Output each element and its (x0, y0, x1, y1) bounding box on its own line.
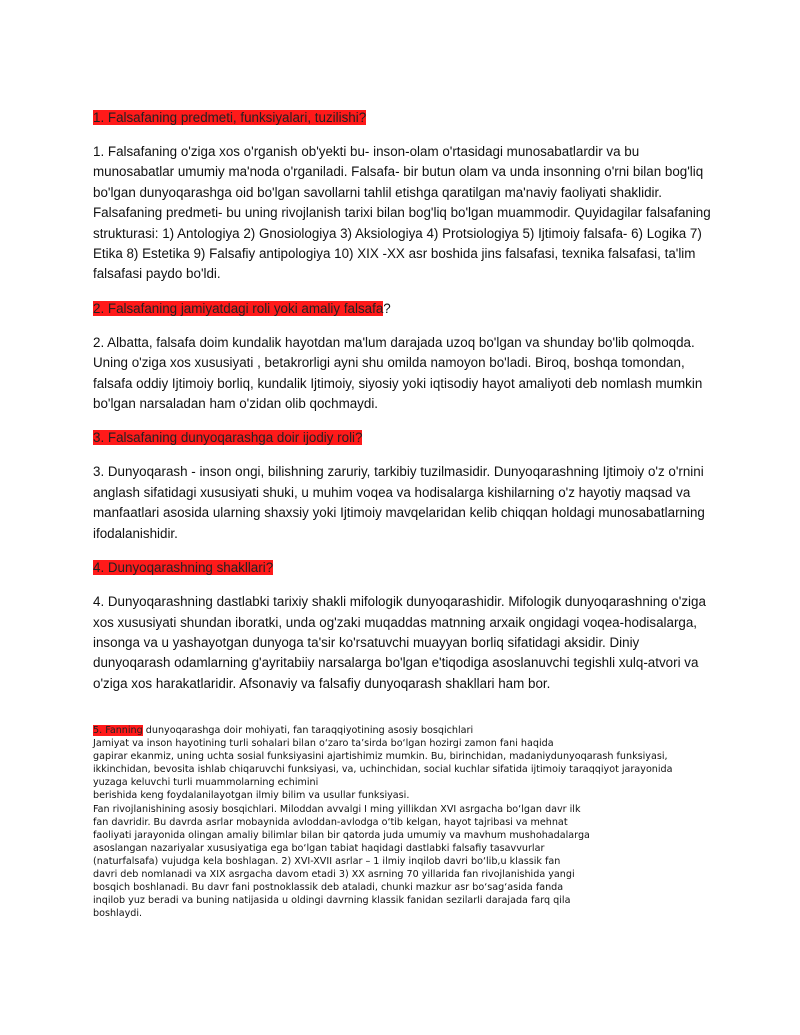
section-5-line: ikkinchidan, bevosita ishlab chiqaruvchi funksiyasi, va, uchinchidan, social kuchlar sifatida ijtimoiy taraqqiyot jarayonida (93, 764, 673, 776)
question-2-highlight: 2. Falsafaning jamiyatdagi roli yoki amaliy falsafa (93, 300, 384, 316)
document-body (93, 108, 713, 708)
section-5-line: Jamiyat va inson hayotining turli sohalari bilan o‘zaro ta’sirda bo‘lgan hozirgi zamon fani haqida (93, 738, 554, 750)
section-5-line: inqilob yuz beradi va buning natijasida u oldingi davrning klassik fanidan sezilarli darajada farq qila (93, 895, 571, 907)
section-5-line: berishida keng foydalanilayotgan ilmiy bilim va usullar funksiyasi. (93, 790, 410, 802)
question-4 (93, 558, 713, 578)
section-5-line: asoslangan nazariyalar xususiyatiga ega bo‘lgan tabiat haqidagi dastlabki falsafiy tasavvurlar (93, 842, 545, 854)
section-5-heading (93, 724, 723, 737)
section-5-line: gapirar ekanmiz, uning uchta sosial funksiyasini ajartishimiz mumkin. Bu, birinchidan, madaniydunyoqarash funksiyasi, (93, 751, 668, 763)
question-4-highlight: 4. Dunyoqarashning shakllari? (93, 560, 274, 576)
question-3 (93, 428, 713, 448)
answer-2: 2. Albatta, falsafa doim kundalik hayotdan ma'lum darajada uzoq bo'lgan va shunday bo'lib qolmoqda. Uning o'ziga xos xususiyati , betakrorligi ayni shu omilda namoyon bo'ladi. Biroq, boshqa tomondan, falsafa oddiy Ijtimoiy borliq, kundalik Ijtimoiy, siyosiy yoki iqtisodiy hayot amaliyoti deb nomlash mumkin bo'lgan narsaladan ham o'zidan olib qochmaydi. (93, 334, 703, 412)
answer-4: 4. Dunyoqarashning dastlabki tarixiy shakli mifologik dunyoqarashidir. Mifologik dunyoqarashning o'ziga xos xususiyati shundan iboratki, unda og'zaki muqaddas matnning arxaik ongidagi voqea-hodisalarga, insonga va u yashayotgan dunyoga ta'sir ko'rsatuvchi muayyan borliq sifatidagi aksidir. Diniy dunyoqarash odamlarning g'ayritabiiy narsalarga bo'lgan e'tiqodiga asoslanuvchi tegishli xulq-atvori va o'ziga xos harakatlaridir. Afsonaviy va falsafiy dunyoqarash shakllari ham bor. (93, 594, 706, 691)
question-2 (93, 299, 713, 319)
question-1 (93, 108, 713, 128)
section-5-line: boshlaydi. (93, 908, 143, 920)
section-5-line: yuzaga keluvchi turli muammolarning echimini (93, 777, 319, 789)
question-3-highlight: 3. Falsafaning dunyoqarashga doir ijodiy roli? (93, 430, 363, 446)
section-5-line: fan davridir. Bu davrda asrlar mobaynida avloddan-avlodga o‘tib kelgan, hayot tajribasi va mehnat (93, 816, 568, 828)
answer-3: 3. Dunyoqarash - inson ongi, bilishning zaruriy, tarkibiy tuzilmasidir. Dunyoqarashning Ijtimoiy o'z o'rnini anglash sifatidagi xususiyati shuki, u muhim voqea va hodisalarga kishilarning o'z hayotiy maqsad va manfaatlari asosida ularning shaxsiy yoki Ijtimoiy mavqelaridan kelib chiqqan holdagi munosabatlarning ifodalanishidir. (93, 464, 705, 541)
section-5-heading-highlight: 5. Fanning (93, 725, 143, 736)
section-5-line: davri deb nomlanadi va XIX asrgacha davom etadi 3) XX asrning 70 yillarida fan rivojlanishida yangi (93, 869, 575, 881)
section-5-line: (naturfalsafa) vujudga kela boshlagan. 2) XVI-XVII asrlar – 1 ilmiy inqilob davri bo‘lib,u klassik fan (93, 855, 561, 867)
section-5-small-text (93, 724, 723, 920)
section-5-line: Fan rivojlanishining asosiy bosqichlari. Miloddan avvalgi I ming yillikdan XVI asrgacha bo‘lgan davr ilk (93, 803, 581, 815)
question-2-suffix: ? (383, 300, 391, 316)
question-1-highlight: 1. Falsafaning predmeti, funksiyalari, tuzilishi? (93, 110, 367, 125)
answer-1: 1. Falsafaning o'ziga xos o'rganish ob'yekti bu- inson-olam o'rtasidagi munosabatlardir va bu munosabatlar umumiy ma'noda o'rganiladi. Falsafa- bir butun olam va unda insonning o'rni bilan bog'liq bo'lgan dunyoqarashga oid bo'lgan savollarni tahlil etishga qaratilgan ma'naviy faoliyati shaklidir. Falsafaning predmeti- bu uning rivojlanish tarixi bilan bog'liq bo'lgan muammodir. Quyidagilar falsafaning strukturasi: 1) Antologiya 2) Gnosiologiya 3) Aksiologiya 4) Protsiologiya 5) Ijtimoiy falsafa- 6) Logika 7) Etika 8) Estetika 9) Falsafiy antipologiya 10) XIX -XX asr boshida jins falsafasi, texnika falsafasi, ta'lim falsafasi paydo bo'ldi. (93, 144, 711, 282)
section-5-line: faoliyati jarayonida olingan amaliy bilimlar bilan bir qatorda juda umumiy va mavhum mushohadalarga (93, 829, 590, 841)
section-5-line: bosqich boshlanadi. Bu davr fani postnoklassik deb ataladi, chunki mazkur asr bo‘sag‘asida fanda (93, 882, 564, 894)
section-5-heading-rest: dunyoqarashga doir mohiyati, fan taraqqiyotining asosiy bosqichlari (142, 725, 474, 736)
